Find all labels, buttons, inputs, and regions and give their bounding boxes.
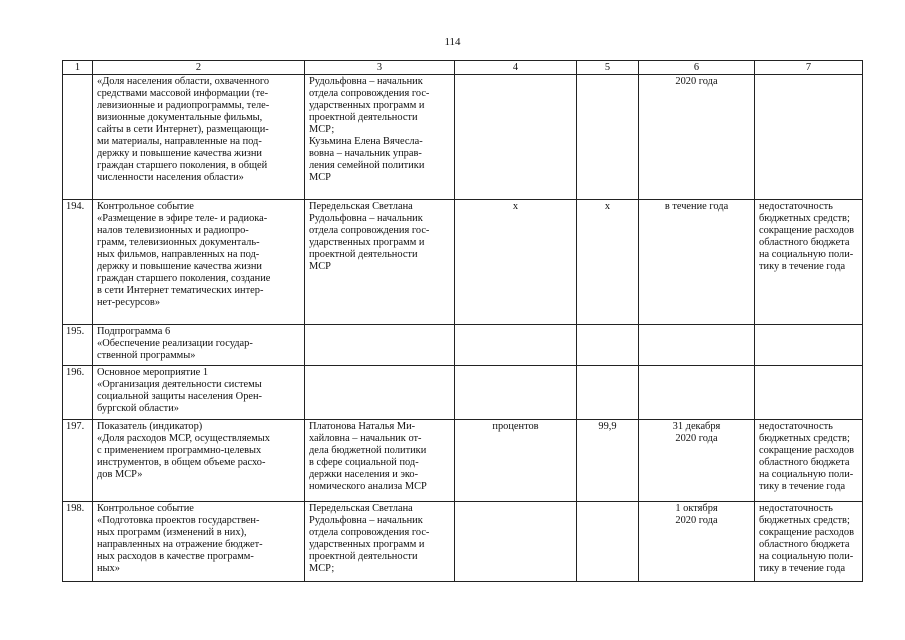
- cell-line: Подпрограмма 6: [97, 326, 171, 337]
- cell-line: хайловна – начальник от-: [309, 433, 422, 444]
- cell-line: налов телевизионных и радиопро-: [97, 225, 249, 236]
- cell-line: 31 декабря: [672, 421, 721, 432]
- cell-line: социальной защиты населения Орен-: [97, 391, 263, 402]
- cell-line: ударственных программ и: [309, 237, 425, 248]
- cell-line: проектной деятельности: [309, 112, 418, 123]
- cell-line: 99,9: [598, 421, 617, 432]
- cell-line: процентов: [492, 421, 539, 432]
- cell-line: х: [512, 201, 519, 212]
- cell-line: Рудольфовна – начальник: [309, 515, 423, 526]
- cell-line: «Подготовка проектов государствен-: [97, 515, 260, 526]
- deadline-cell: [639, 420, 755, 502]
- cell-line: на социальную поли-: [759, 249, 854, 260]
- item-name-cell: [93, 325, 305, 366]
- unit-cell: [455, 200, 577, 325]
- responsible-cell: [305, 366, 455, 420]
- deadline-cell: [639, 200, 755, 325]
- cell-line: «Обеспечение реализации государ-: [97, 338, 253, 349]
- cell-line: Контрольное событие: [97, 503, 194, 514]
- table-row: [63, 200, 863, 325]
- deadline-cell: [639, 75, 755, 200]
- cell-line: 1 октября: [675, 503, 718, 514]
- cell-line: Передельская Светлана: [309, 503, 413, 514]
- risk-cell: [755, 420, 863, 502]
- row-number: 197.: [66, 421, 85, 432]
- risk-cell: [755, 502, 863, 582]
- cell-line: держки населения и эко-: [309, 469, 419, 480]
- row-number-cell: [63, 200, 93, 325]
- value-cell: [577, 502, 639, 582]
- cell-line: на социальную поли-: [759, 551, 854, 562]
- row-number-cell: [63, 325, 93, 366]
- cell-line: бургской области»: [97, 403, 179, 414]
- cell-line: «Организация деятельности системы: [97, 379, 262, 390]
- plan-table: [62, 60, 863, 582]
- cell-line: дов МСР»: [97, 469, 143, 480]
- cell-line: сайты в сети Интернет), размещающи-: [97, 124, 269, 135]
- cell-line: областного бюджета: [759, 237, 850, 248]
- cell-line: вовна – начальник управ-: [309, 148, 422, 159]
- cell-line: инструментов, в общем объеме расхо-: [97, 457, 266, 468]
- cell-line: Рудольфовна – начальник: [309, 213, 423, 224]
- cell-line: «Доля расходов МСР, осуществляемых: [97, 433, 270, 444]
- cell-line: ударственных программ и: [309, 539, 425, 550]
- cell-line: недостаточность: [759, 503, 833, 514]
- cell-line: областного бюджета: [759, 539, 850, 550]
- cell-line: в течение года: [664, 201, 729, 212]
- responsible-cell: [305, 420, 455, 502]
- cell-line: левизионные и радиопрограммы, теле-: [97, 100, 270, 111]
- row-number: 194.: [66, 201, 85, 212]
- cell-line: недостаточность: [759, 421, 833, 432]
- cell-line: 2020 года: [675, 515, 718, 526]
- column-number: 7: [755, 61, 863, 75]
- cell-line: ных фильмов, направленных на под-: [97, 249, 260, 260]
- cell-line: Показатель (индикатор): [97, 421, 203, 432]
- cell-line: держку и повышение качества жизни: [97, 261, 262, 272]
- column-number: 5: [577, 61, 639, 75]
- cell-line: с применением программно-целевых: [97, 445, 262, 456]
- item-name-cell: [93, 420, 305, 502]
- deadline-cell: [639, 502, 755, 582]
- cell-line: областного бюджета: [759, 457, 850, 468]
- cell-line: отдела сопровождения гос-: [309, 88, 430, 99]
- cell-line: бюджетных средств;: [759, 433, 850, 444]
- unit-cell: [455, 420, 577, 502]
- cell-line: на социальную поли-: [759, 469, 854, 480]
- item-name-cell: [93, 502, 305, 582]
- cell-line: ми материалы, направленные на под-: [97, 136, 262, 147]
- deadline-cell: [639, 366, 755, 420]
- unit-cell: [455, 75, 577, 200]
- row-number-cell: [63, 502, 93, 582]
- value-cell: [577, 420, 639, 502]
- table-row: [63, 502, 863, 582]
- cell-line: визионные документальные фильмы,: [97, 112, 263, 123]
- cell-line: средствами массовой информации (те-: [97, 88, 269, 99]
- row-number: 198.: [66, 503, 85, 514]
- cell-line: ных программ (изменений в них),: [97, 527, 247, 538]
- responsible-cell: [305, 200, 455, 325]
- cell-line: Контрольное событие: [97, 201, 194, 212]
- cell-line: 2020 года: [675, 76, 718, 87]
- row-number: 195.: [66, 326, 85, 337]
- cell-line: бюджетных средств;: [759, 515, 850, 526]
- column-number-row: [63, 61, 863, 75]
- cell-line: отдела сопровождения гос-: [309, 225, 430, 236]
- table-row: [63, 420, 863, 502]
- cell-line: Платонова Наталья Ми-: [309, 421, 416, 432]
- value-cell: [577, 366, 639, 420]
- cell-line: номического анализа МСР: [309, 481, 427, 492]
- cell-line: проектной деятельности: [309, 551, 418, 562]
- table-row: [63, 366, 863, 420]
- risk-cell: [755, 366, 863, 420]
- cell-line: ления семейной политики: [309, 160, 425, 171]
- cell-line: 2020 года: [675, 433, 718, 444]
- unit-cell: [455, 325, 577, 366]
- responsible-cell: [305, 325, 455, 366]
- column-number: 4: [455, 61, 577, 75]
- item-name-cell: [93, 366, 305, 420]
- cell-line: Рудольфовна – начальник: [309, 76, 423, 87]
- responsible-cell: [305, 502, 455, 582]
- table-row: [63, 75, 863, 200]
- value-cell: [577, 325, 639, 366]
- cell-line: граждан старшего поколения, в общей: [97, 160, 268, 171]
- cell-line: граждан старшего поколения, создание: [97, 273, 271, 284]
- cell-line: Основное мероприятие 1: [97, 367, 209, 378]
- cell-line: в сфере социальной под-: [309, 457, 419, 468]
- cell-line: МСР: [309, 261, 331, 272]
- cell-line: Передельская Светлана: [309, 201, 413, 212]
- risk-cell: [755, 200, 863, 325]
- cell-line: недостаточность: [759, 201, 833, 212]
- value-cell: [577, 200, 639, 325]
- row-number-cell: [63, 366, 93, 420]
- row-number-cell: [63, 420, 93, 502]
- column-number: 3: [305, 61, 455, 75]
- cell-line: ных»: [97, 563, 120, 574]
- cell-line: «Доля населения области, охваченного: [97, 76, 270, 87]
- cell-line: тику в течение года: [759, 563, 846, 574]
- column-number: 2: [93, 61, 305, 75]
- cell-line: тику в течение года: [759, 261, 846, 272]
- column-number: 1: [63, 61, 93, 75]
- unit-cell: [455, 502, 577, 582]
- table-row: [63, 325, 863, 366]
- unit-cell: [455, 366, 577, 420]
- cell-line: дела бюджетной политики: [309, 445, 427, 456]
- cell-line: направленных на отражение бюджет-: [97, 539, 263, 550]
- cell-line: ных расходов в качестве программ-: [97, 551, 254, 562]
- cell-line: в сети Интернет тематических интер-: [97, 285, 264, 296]
- cell-line: бюджетных средств;: [759, 213, 850, 224]
- responsible-cell: [305, 75, 455, 200]
- cell-line: Кузьмина Елена Вячесла-: [309, 136, 423, 147]
- cell-line: отдела сопровождения гос-: [309, 527, 430, 538]
- cell-line: МСР;: [309, 563, 335, 574]
- risk-cell: [755, 325, 863, 366]
- cell-line: держку и повышение качества жизни: [97, 148, 262, 159]
- row-number-cell: [63, 75, 93, 200]
- item-name-cell: [93, 75, 305, 200]
- column-number: 6: [639, 61, 755, 75]
- cell-line: «Размещение в эфире теле- и радиока-: [97, 213, 268, 224]
- risk-cell: [755, 75, 863, 200]
- cell-line: численности населения области»: [97, 172, 244, 183]
- cell-line: грамм, телевизионных документаль-: [97, 237, 260, 248]
- page-number: 114: [444, 36, 461, 48]
- cell-line: проектной деятельности: [309, 249, 418, 260]
- cell-line: ственной программы»: [97, 350, 196, 361]
- cell-line: сокращение расходов: [759, 445, 854, 456]
- value-cell: [577, 75, 639, 200]
- cell-line: тику в течение года: [759, 481, 846, 492]
- cell-line: МСР: [309, 172, 331, 183]
- cell-line: нет-ресурсов»: [97, 297, 161, 308]
- row-number: 196.: [66, 367, 85, 378]
- deadline-cell: [639, 325, 755, 366]
- cell-line: ударственных программ и: [309, 100, 425, 111]
- cell-line: сокращение расходов: [759, 225, 854, 236]
- item-name-cell: [93, 200, 305, 325]
- cell-line: МСР;: [309, 124, 335, 135]
- cell-line: х: [604, 201, 611, 212]
- cell-line: сокращение расходов: [759, 527, 854, 538]
